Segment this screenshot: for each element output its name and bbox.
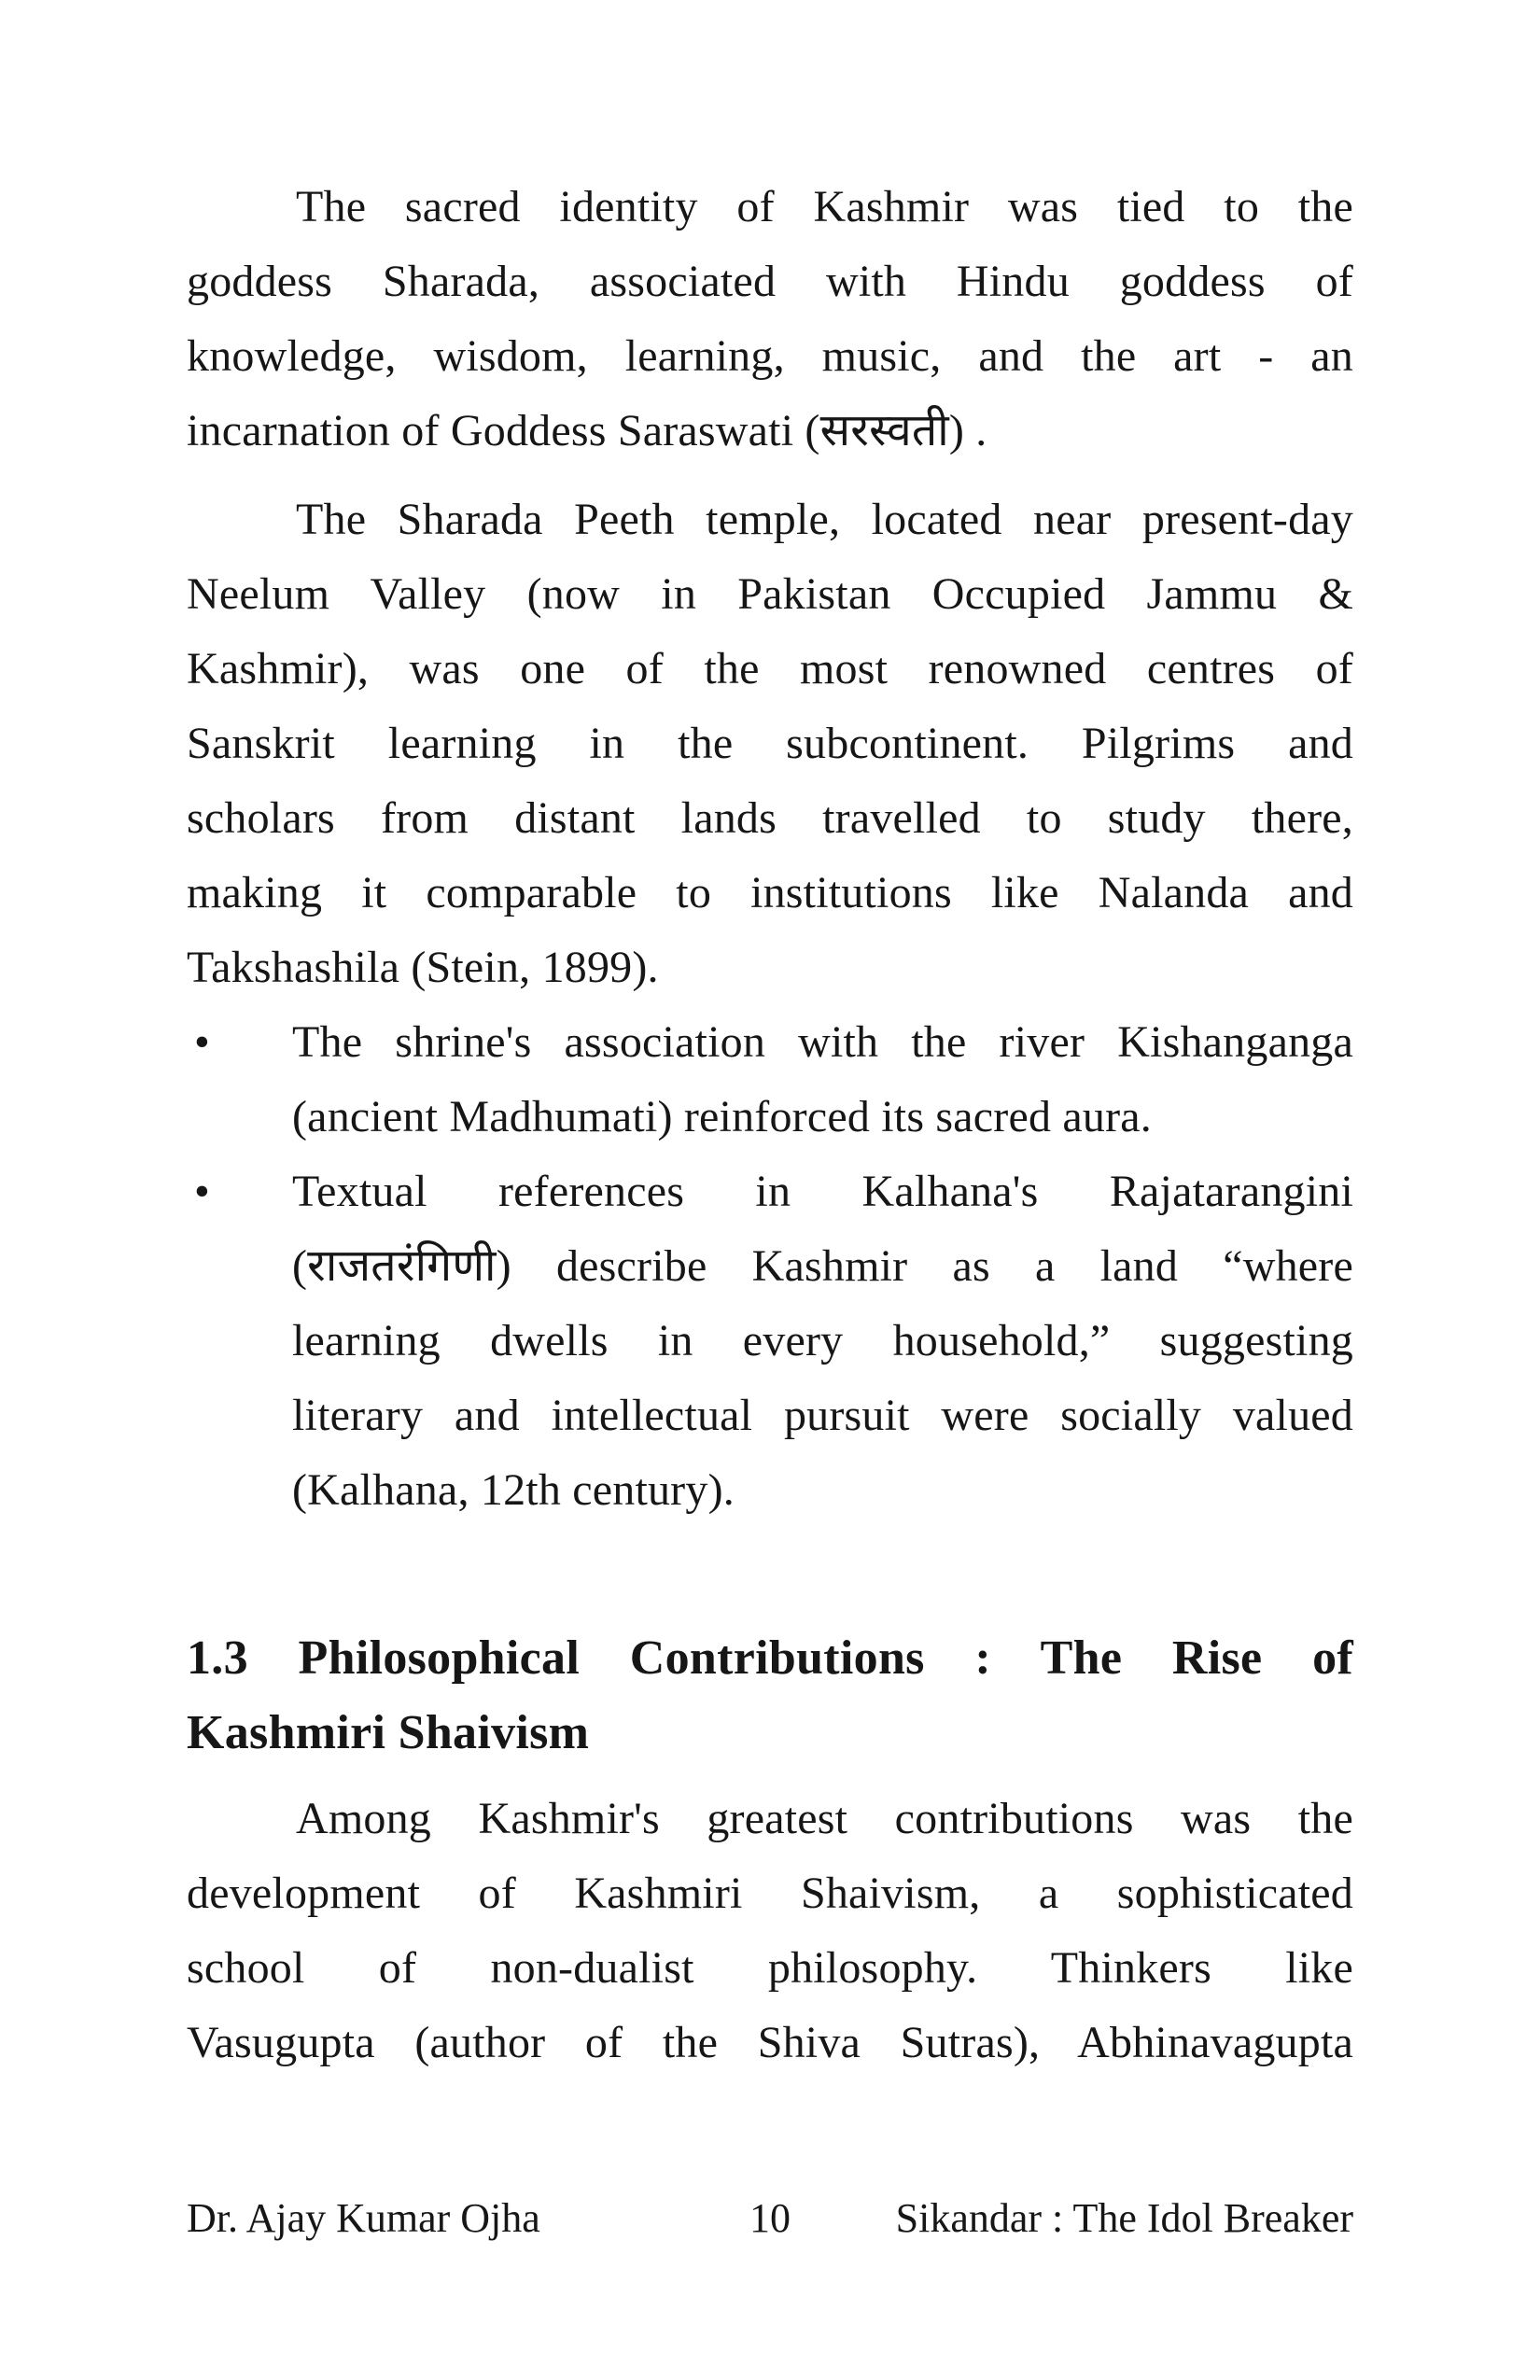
text-line: scholars from distant lands travelled to study there, — [187, 793, 1353, 843]
paragraph — [187, 170, 1353, 469]
text-line: school of non-dualist philosophy. Thinkers like — [187, 1943, 1353, 1993]
text-line: (Kalhana, 12th century). — [292, 1465, 735, 1515]
text-line: Textual references in Kalhana's Rajatarangini — [292, 1167, 1353, 1216]
footer-page-number: 10 — [749, 2195, 791, 2241]
text-line: incarnation of Goddess Saraswati (सरस्वती) . — [187, 406, 987, 455]
text-line: (राजतरंगिणी) describe Kashmir as a land “where — [292, 1241, 1353, 1291]
text-line: development of Kashmiri Shaivism, a sophisticated — [187, 1869, 1353, 1918]
text-line: Sanskrit learning in the subcontinent. Pilgrims and — [187, 719, 1353, 768]
bullet-list — [187, 1005, 1353, 1528]
bullet-item — [187, 1005, 1353, 1155]
text-line: Takshashila (Stein, 1899). — [187, 943, 659, 992]
bullet-icon: • — [194, 1167, 211, 1216]
paragraph — [187, 1782, 1353, 2080]
section-heading — [187, 1621, 1353, 1771]
text-line: (ancient Madhumati) reinforced its sacred aura. — [292, 1092, 1152, 1141]
text-line: The shrine's association with the river Kishanganga — [292, 1017, 1353, 1067]
text-line: The sacred identity of Kashmir was tied to the — [296, 182, 1353, 231]
text-line: making it comparable to institutions like Nalanda and — [187, 868, 1353, 917]
footer-author: Dr. Ajay Kumar Ojha — [187, 2195, 540, 2241]
bullet-icon: • — [194, 1017, 211, 1067]
paragraph — [187, 483, 1353, 1005]
text-line: Neelum Valley (now in Pakistan Occupied Jammu & — [187, 569, 1353, 619]
footer-book-title: Sikandar : The Idol Breaker — [895, 2195, 1353, 2241]
text-line: The Sharada Peeth temple, located near present-day — [296, 495, 1353, 544]
bullet-item — [187, 1155, 1353, 1528]
text-line: goddess Sharada, associated with Hindu goddess of — [187, 257, 1353, 306]
text-line: 1.3 Philosophical Contributions : The Rise of — [187, 1631, 1353, 1685]
text-line: literary and intellectual pursuit were socially valued — [292, 1391, 1353, 1440]
text-line: knowledge, wisdom, learning, music, and the art - an — [187, 331, 1353, 381]
page-footer — [187, 2191, 1353, 2247]
text-line: Kashmir), was one of the most renowned centres of — [187, 644, 1353, 693]
page-body — [187, 170, 1353, 2080]
text-line: learning dwells in every household,” suggesting — [292, 1316, 1353, 1365]
text-line: Kashmiri Shaivism — [187, 1706, 590, 1759]
text-line: Among Kashmir's greatest contributions was the — [296, 1794, 1353, 1843]
text-line: Vasugupta (author of the Shiva Sutras), Abhinavagupta — [187, 2018, 1353, 2067]
